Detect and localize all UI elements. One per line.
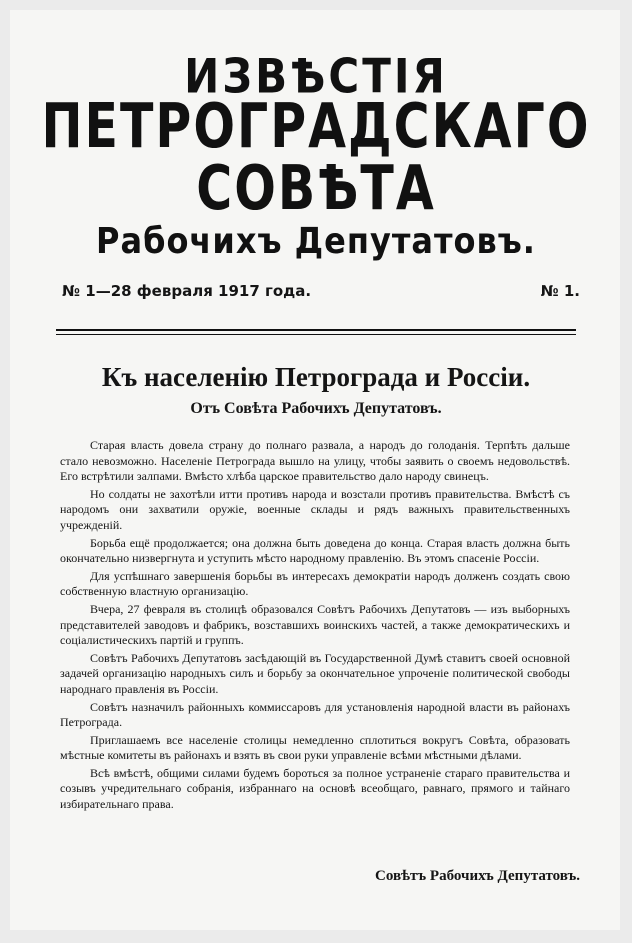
header-divider-thick [56,329,576,331]
paragraph: Для успѣшнаго завершенія борьбы въ интересахъ демократіи народъ долженъ создать свою собственную властную организацію. [60,568,570,599]
header-divider-thin [56,334,576,335]
issue-number: № 1. [540,282,580,300]
masthead-line-3: СОВѢТА [196,152,436,225]
appeal-body [60,438,570,815]
appeal-title: Къ населенію Петрограда и Россіи. [101,362,531,392]
paragraph: Приглашаемъ все населеніе столицы немедленно сплотиться вокругъ Совѣта, образовать мѣстные комитеты въ районахъ и взять въ свои руки управленіе всѣми мѣстными дѣлами. [60,732,570,763]
signature: Совѣтъ Рабочихъ Депутатовъ. [374,868,580,884]
paragraph: Но солдаты не захотѣли итти противъ народа и возстали противъ правительства. Вмѣстѣ съ народомъ они захватили оружіе, военные склады и рядъ важныхъ правительственныхъ учрежденій. [60,486,570,532]
appeal-subtitle: Отъ Совѣта Рабочихъ Депутатовъ. [190,400,442,417]
paragraph: Совѣтъ Рабочихъ Депутатовъ засѣдающій въ Государственной Думѣ ставитъ своей основной задачей организацію народныхъ силъ и борьбу за окончательное упроченіе политической свободы народнаго правленія въ Россіи. [60,650,570,696]
issue-date: № 1—28 февраля 1917 года. [62,282,312,300]
paragraph: Совѣтъ назначилъ районныхъ коммиссаровъ для установленія народной власти въ районахъ Петрограда. [60,699,570,730]
paragraph: Вчера, 27 февраля въ столицѣ образовался Совѣтъ Рабочихъ Депутатовъ — изъ выборныхъ представителей заводовъ и фабрикъ, возставшихъ воинскихъ частей, а также демократическихъ и соціалистическихъ партій и группъ. [60,601,570,648]
paragraph: Старая власть довела страну до полнаго развала, а народъ до голоданія. Терпѣть дальше стало невозможно. Населеніе Петрограда вышло на улицу, чтобы заявить о своемъ недовольствѣ. Его встрѣтили залпами. Вмѣсто хлѣба царское правительство дало народу свинецъ. [60,438,570,484]
paragraph: Всѣ вмѣстѣ, общими силами будемъ бороться за полное устраненіе стараго правительства и созывъ учредительнаго собранія, избраннаго на основѣ всеобщаго, равнаго, прямого и тайнаго избирательнаго права. [60,765,570,812]
masthead-line-4: Рабочихъ Депутатовъ. [96,220,536,262]
paragraph: Борьба ещё продолжается; она должна быть доведена до конца. Старая власть должна быть окончательно низвергнута и уступить мѣсто народному правленію. Въ этомъ спасеніе Россіи. [60,535,570,566]
masthead-line-1: ИЗВѢСТІЯ [184,49,448,104]
masthead-line-2: ПЕТРОГРАДСКАГО [41,90,591,163]
